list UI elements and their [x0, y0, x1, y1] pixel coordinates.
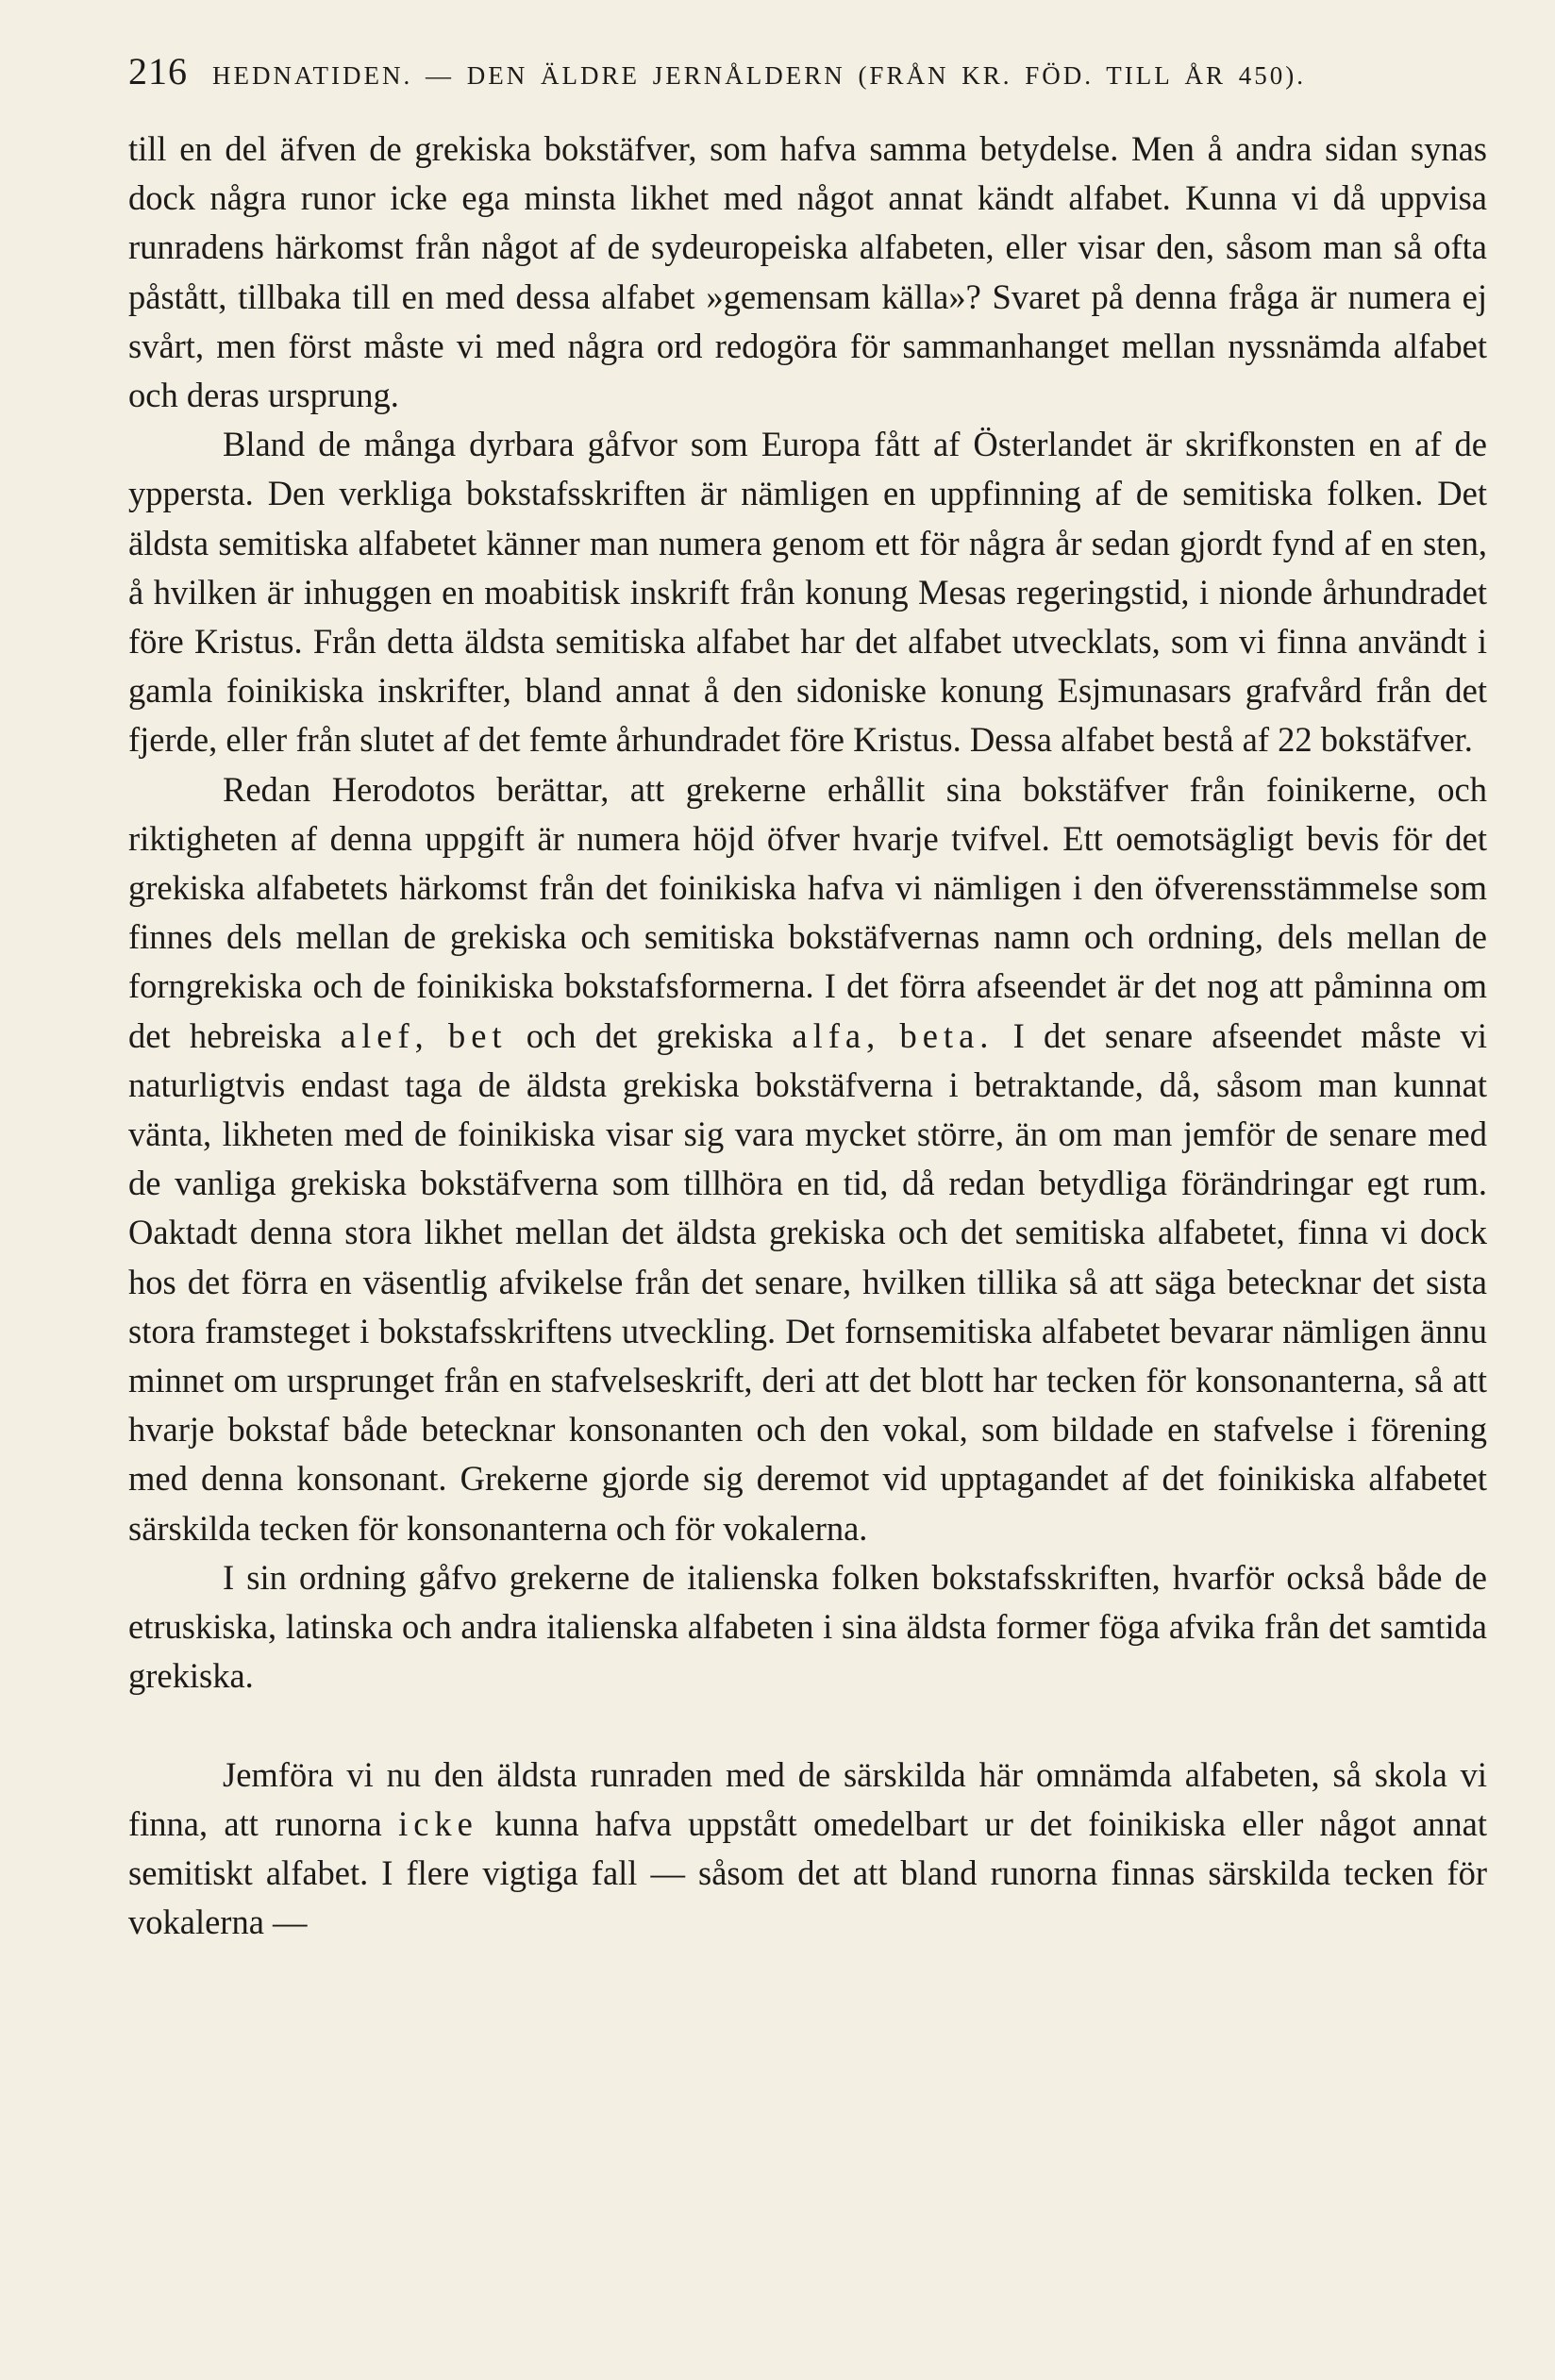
phrase-och-det-grekiska: och det grekiska [526, 1015, 774, 1055]
word-bet: bet [447, 1015, 508, 1055]
paragraph-3-text-a: Redan Herodotos berättar, att grekerne erhållit sina bokstäfver från foinikerne, och riktigheten af denna uppgift är numera höjd öfver hvarje tvifvel. Ett oemotsägligt bevis för det grekiska alfabetets härkomst från det foinikiska hafva vi nämligen i den öfverensstämmelse som finnes dels mellan de grekiska och semitiska bokstäfvernas namn och ordning, dels mellan de forngrekiska och de foinikiska bokstafsformerna. I det förra afseendet är det nog att påminna om det hebreiska [128, 769, 1487, 1055]
paragraph-3-text-b: I det senare afseendet måste vi naturligtvis endast taga de äldsta grekiska bokstäfverna i betraktande, då, såsom man kunnat vänta, likheten med de foinikiska visar sig vara mycket större, än om man jemför de senare med de vanliga grekiska bokstäfverna som tillhöra en tid, då redan betydliga förändringar egt rum. Oaktadt denna stora likhet mellan det äldsta grekiska och det semitiska alfabetet, finna vi dock hos det förra en väsentlig afvikelse från det senare, hvilken tillika så att säga betecknar det sista stora framsteget i bokstafsskriftens utveckling. Det fornsemitiska alfabetet bevarar nämligen ännu minnet om ursprunget från en stafvelseskrift, deri att det blott har tecken för konsonanterna, så att hvarje bokstaf både betecknar konsonanten och den vokal, som bildade en stafvelse i förening med denna konsonant. Grekerne gjorde sig deremot vid upptagandet af det foinikiska alfabetet särskilda tecken för konsonanterna och för vokalerna. [128, 1015, 1488, 1548]
paragraph-1-text: till en del äfven de grekiska bokstäfver, som hafva samma betydelse. Men å andra sidan synas dock några runor icke ega minsta likhet med något annat kändt alfabet. Kunna vi då uppvisa runradens härkomst från något af de sydeuropeiska alfabeten, eller visar den, såsom man så ofta påstått, tillbaka till en med dessa alfabet »gemensam källa»? Svaret på denna fråga är numera ej svårt, men först måste vi med några ord redogöra för sammanhanget mellan nyssnämda alfabet och deras ursprung. [128, 129, 1487, 415]
paragraph-5 [128, 1751, 1487, 1948]
word-alfa: alfa, [792, 1015, 881, 1055]
paragraph-2 [128, 420, 1487, 764]
page-number: 216 [128, 50, 188, 92]
word-beta: beta. [899, 1015, 995, 1055]
word-alef: alef, [340, 1015, 429, 1055]
paragraph-1 [128, 125, 1487, 420]
paragraph-4-text: I sin ordning gåfvo grekerne de italienska folken bokstafsskriften, hvarför också både de etruskiska, latinska och andra italienska alfabeten i sina äldsta former föga afvika från det samtida grekiska. [128, 1557, 1487, 1696]
body-text [128, 125, 1487, 1947]
paragraph-3 [128, 765, 1487, 1553]
running-title: HEDNATIDEN. — DEN ÄLDRE JERNÅLDERN (FRÅN KR. FÖD. TILL ÅR 450). [212, 61, 1306, 90]
paragraph-5-text-b: kunna hafva uppstått omedelbart ur det foinikiska eller något annat semitiskt alfabet. I flere vigtiga fall — såsom det att bland runorna finnas särskilda tecken för vokalerna — [128, 1803, 1488, 1942]
paragraph-2-text: Bland de många dyrbara gåfvor som Europa fått af Österlandet är skrifkonsten en af de yppersta. Den verkliga bokstafsskriften är nämligen en uppfinning af de semitiska folken. Det äldsta semitiska alfabetet känner man numera genom ett för några år sedan gjordt fynd af en sten, å hvilken är inhuggen en moabitisk inskrift från konung Mesas regeringstid, i nionde århundradet före Kristus. Från detta äldsta semitiska alfabet har det alfabet utvecklats, som vi finna användt i gamla foinikiska inskrifter, bland annat å den sidoniske konung Esjmunasars grafvård från det fjerde, eller från slutet af det femte århundradet före Kristus. Dessa alfabet bestå af 22 bokstäfver. [128, 425, 1487, 760]
word-icke: icke [398, 1803, 478, 1843]
paragraph-5-text-a: Jemföra vi nu den äldsta runraden med de särskilda här omnämda alfabeten, så skola vi finna, att runorna [128, 1754, 1487, 1843]
paragraph-4 [128, 1553, 1487, 1701]
running-header [128, 49, 1487, 96]
